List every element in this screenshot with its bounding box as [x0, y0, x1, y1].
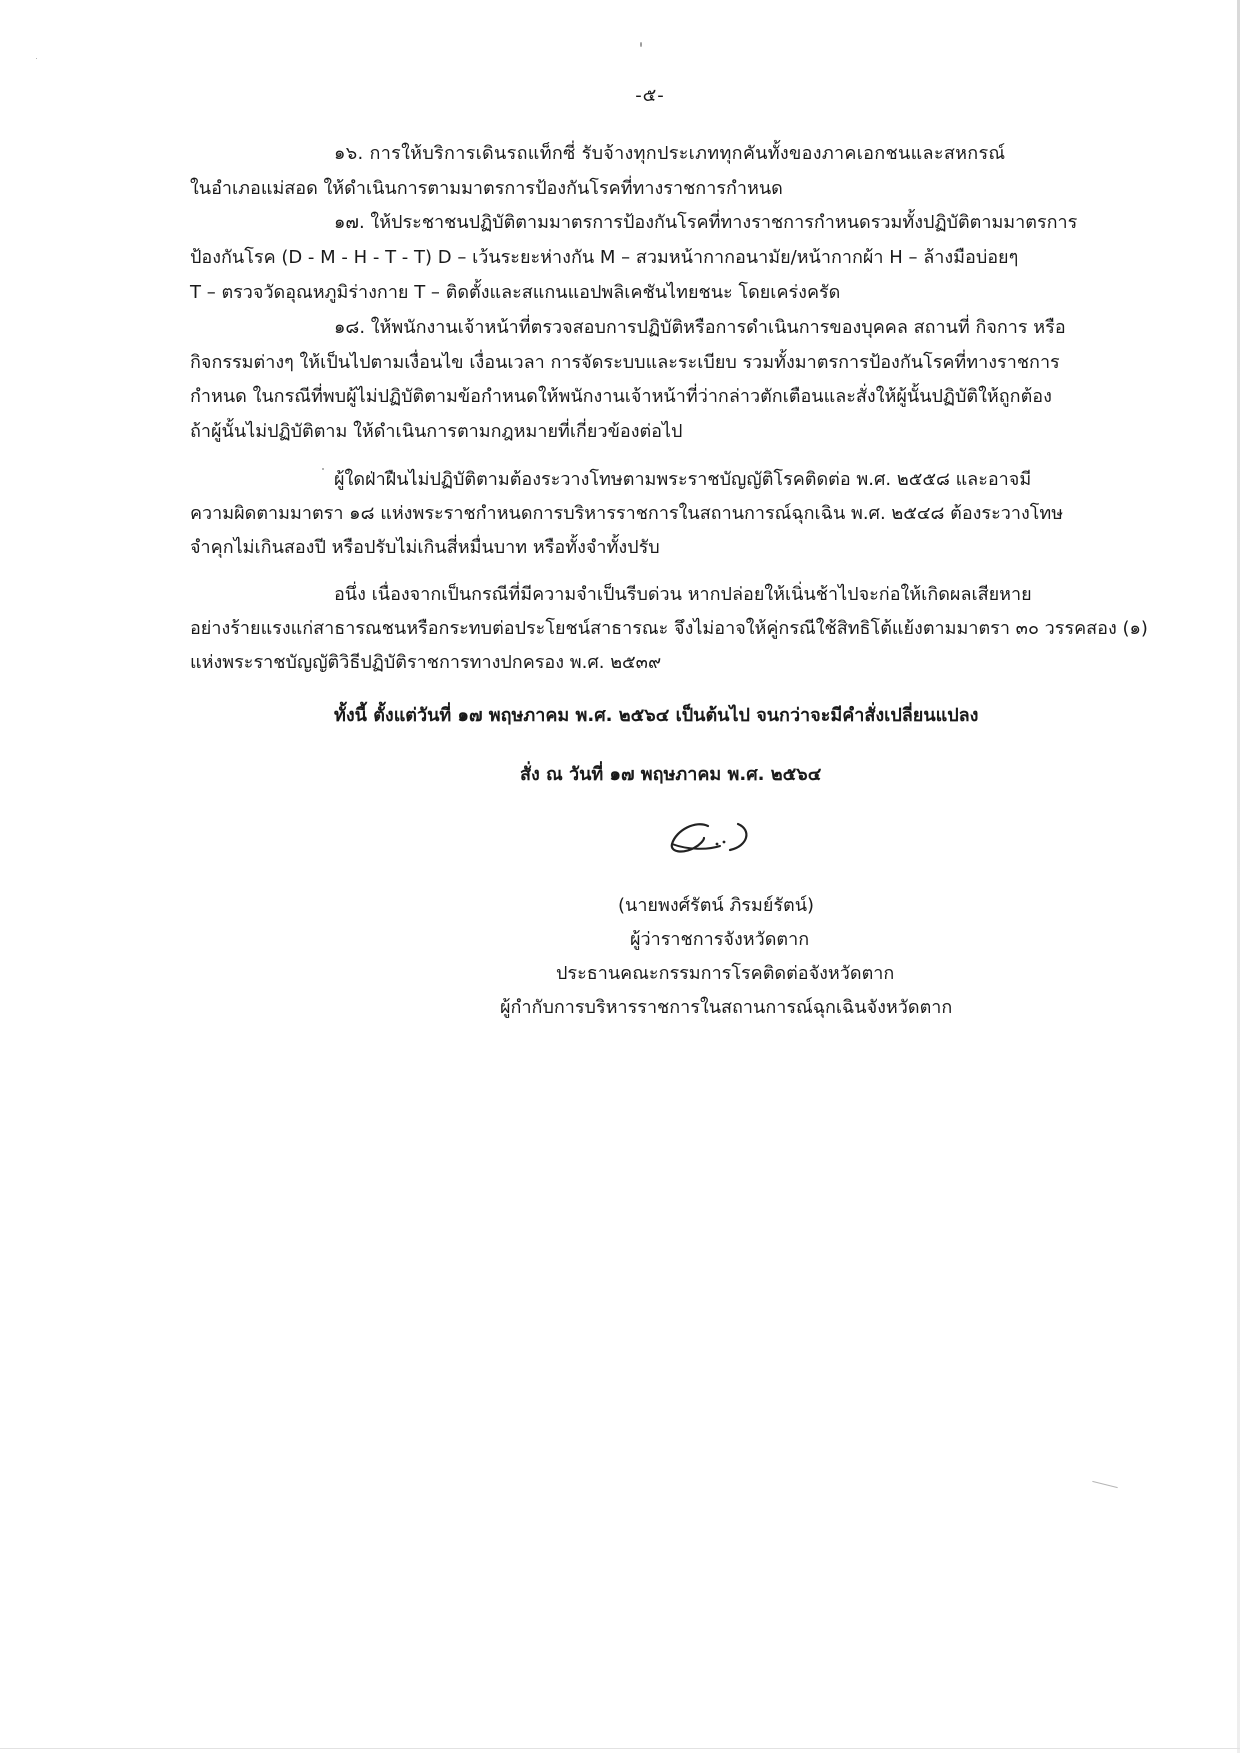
paragraph-17-line-1: ๑๗. ให้ประชาชนปฏิบัติตามมาตรการป้องกันโรคที่ทางราชการกำหนดรวมทั้งปฏิบัติตามมาตรการ: [334, 212, 1078, 233]
paragraph-18-line-1: ๑๘. ให้พนักงานเจ้าหน้าที่ตรวจสอบการปฏิบัติหรือการดำเนินการของบุคคล สถานที่ กิจการ หรือ: [334, 317, 1066, 338]
order-date-line: สั่ง ณ วันที่ ๑๗ พฤษภาคม พ.ศ. ๒๕๖๔: [520, 764, 822, 785]
urgency-line-3: แห่งพระราชบัญญัติวิธีปฏิบัติราชการทางปกครอง พ.ศ. ๒๕๓๙: [190, 652, 662, 673]
urgency-line-2: อย่างร้ายแรงแก่สาธารณชนหรือกระทบต่อประโยชน์สาธารณะ จึงไม่อาจให้คู่กรณีใช้สิทธิโต้แย้งตามมาตรา ๓๐ วรรคสอง (๑): [190, 618, 1148, 639]
paragraph-17-line-3: T – ตรวจวัดอุณหภูมิร่างกาย T – ติดตั้งและสแกนแอปพลิเคชันไทยชนะ โดยเคร่งครัด: [190, 282, 841, 303]
signatory-name: (นายพงศ์รัตน์ ภิรมย์รัตน์): [618, 895, 815, 916]
penalty-line-3: จำคุกไม่เกินสองปี หรือปรับไม่เกินสี่หมื่นบาท หรือทั้งจำทั้งปรับ: [190, 537, 660, 558]
signatory-title-governor: ผู้ว่าราชการจังหวัดตาก: [630, 929, 810, 950]
paragraph-18-line-3: กำหนด ในกรณีที่พบผู้ไม่ปฏิบัติตามข้อกำหนดให้พนักงานเจ้าหน้าที่ว่ากล่าวตักเตือนและสั่งให้ผู้นั้นปฏิบัติให้ถูกต้อง: [190, 386, 1052, 407]
paragraph-17-line-2: ป้องกันโรค (D - M - H - T - T) D – เว้นระยะห่างกัน M – สวมหน้ากากอนามัย/หน้ากากผ้า H – ล้างมือบ่อยๆ: [190, 247, 1019, 268]
signatory-title-emergency-supervisor: ผู้กำกับการบริหารราชการในสถานการณ์ฉุกเฉินจังหวัดตาก: [500, 997, 953, 1018]
paragraph-16-line-2: ในอำเภอแม่สอด ให้ดำเนินการตามมาตรการป้องกันโรคที่ทางราชการกำหนด: [190, 178, 783, 199]
scan-bottom-edge: [0, 1748, 1240, 1749]
paragraph-16-line-1: ๑๖. การให้บริการเดินรถแท็กซี่ รับจ้างทุกประเภททุกคันทั้งของภาคเอกชนและสหกรณ์: [334, 143, 1006, 164]
scan-speck: [640, 42, 642, 47]
penalty-line-1: ผู้ใดฝ่าฝืนไม่ปฏิบัติตามต้องระวางโทษตามพระราชบัญญัติโรคติดต่อ พ.ศ. ๒๕๕๘ และอาจมี: [334, 469, 1032, 490]
signatory-title-committee-chair: ประธานคณะกรรมการโรคติดต่อจังหวัดตาก: [556, 963, 895, 984]
scan-speck: [322, 468, 324, 470]
paragraph-18-line-4: ถ้าผู้นั้นไม่ปฏิบัติตาม ให้ดำเนินการตามกฎหมายที่เกี่ยวข้องต่อไป: [190, 421, 683, 442]
scan-speck: [1092, 1481, 1117, 1488]
paragraph-18-line-2: กิจกรรมต่างๆ ให้เป็นไปตามเงื่อนไข เงื่อนเวลา การจัดระบบและระเบียบ รวมทั้งมาตรการป้องกันโรคที่ทางราชการ: [190, 352, 1060, 373]
penalty-line-2: ความผิดตามมาตรา ๑๘ แห่งพระราชกำหนดการบริหารราชการในสถานการณ์ฉุกเฉิน พ.ศ. ๒๕๔๘ ต้องระวางโทษ: [190, 503, 1064, 524]
scan-speck: [36, 58, 37, 59]
signature: [668, 810, 778, 860]
effective-date-line: ทั้งนี้ ตั้งแต่วันที่ ๑๗ พฤษภาคม พ.ศ. ๒๕๖๔ เป็นต้นไป จนกว่าจะมีคำสั่งเปลี่ยนแปลง: [334, 705, 979, 726]
page-number: -๕-: [635, 85, 665, 106]
urgency-line-1: อนึ่ง เนื่องจากเป็นกรณีที่มีความจำเป็นรีบด่วน หากปล่อยให้เนิ่นช้าไปจะก่อให้เกิดผลเสียหาย: [334, 584, 1032, 605]
